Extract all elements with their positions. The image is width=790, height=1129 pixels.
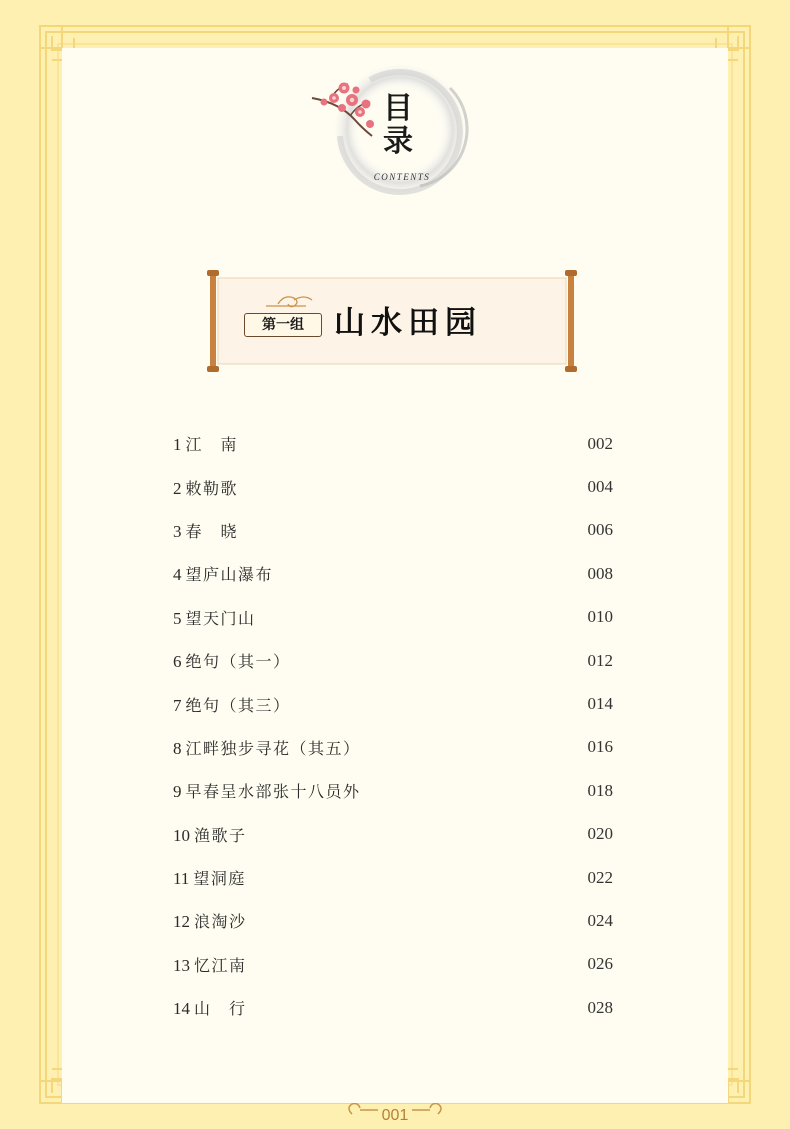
toc-item[interactable] [173,509,613,552]
group-badge: 第一组 [244,313,322,337]
toc-item-title: 早春呈水部张十八员外 [185,782,361,802]
toc-item-page: 014 [587,694,613,714]
toc-item-number: 1 [173,435,182,455]
toc-item[interactable] [173,639,613,682]
toc-item-page: 006 [587,520,613,540]
toc-item-title: 江畔独步寻花（其五） [185,738,361,758]
toc-item[interactable] [173,465,613,508]
toc-item-page: 010 [587,607,613,627]
toc-item-number: 3 [173,521,182,541]
toc-item[interactable] [173,596,613,639]
toc-item-number: 4 [173,565,182,585]
toc-item-page: 012 [587,650,613,670]
toc-item-page: 024 [587,910,613,930]
toc-item[interactable] [173,552,613,595]
toc-item-page: 028 [587,997,613,1017]
toc-item-page: 002 [587,433,613,453]
toc-item[interactable] [173,856,613,899]
group-title: 山水田园 [334,305,482,341]
toc-item-title: 春 晓 [185,521,239,541]
toc-item[interactable] [173,682,613,725]
toc-item-number: 10 [173,825,190,845]
toc-list [173,422,613,1029]
toc-item[interactable] [173,943,613,986]
toc-item[interactable] [173,899,613,942]
toc-item[interactable] [173,422,613,465]
toc-item-title: 绝句（其一） [185,652,291,672]
toc-item-number: 6 [173,652,182,672]
toc-item-title: 绝句（其三） [185,695,291,715]
page-title: 目录 [383,91,413,159]
toc-item-title: 敕勒歌 [185,478,239,498]
toc-item-number: 9 [173,782,182,802]
toc-item-page: 016 [587,737,613,757]
toc-item-title: 忆江南 [194,955,247,975]
page-subtitle: CONTENTS [373,172,431,182]
toc-item[interactable] [173,813,613,856]
toc-item-number: 13 [173,955,190,975]
toc-item-number: 11 [173,869,190,889]
toc-item-title: 山 行 [194,999,247,1019]
toc-item-number: 7 [173,695,182,715]
toc-item-page: 020 [587,824,613,844]
toc-item-title: 浪淘沙 [194,912,247,932]
toc-item-number: 14 [173,999,190,1019]
toc-item-title: 江 南 [185,435,239,455]
toc-item-number: 12 [173,912,190,932]
toc-item-page: 004 [587,477,613,497]
toc-item-number: 8 [173,738,182,758]
toc-item-page: 018 [587,780,613,800]
toc-item-title: 望庐山瀑布 [185,565,274,585]
toc-item[interactable] [173,726,613,769]
toc-item-page: 008 [587,563,613,583]
toc-item[interactable] [173,986,613,1029]
toc-item[interactable] [173,769,613,812]
toc-item-title: 望天门山 [185,608,256,628]
toc-item-title: 望洞庭 [193,869,246,889]
toc-item-title: 渔歌子 [194,825,247,845]
toc-item-number: 5 [173,608,182,628]
toc-item-page: 026 [587,954,613,974]
toc-item-page: 022 [587,867,613,887]
page-number: 001 [381,1107,409,1124]
toc-item-number: 2 [173,478,182,498]
